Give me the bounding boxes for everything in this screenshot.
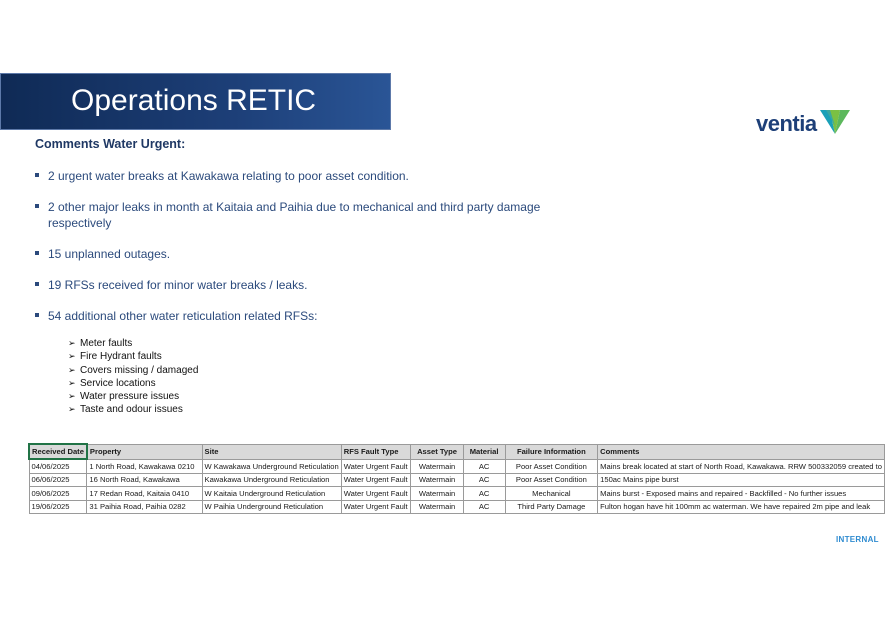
sub-bullet-item: ➢ Covers missing / damaged xyxy=(68,364,199,376)
table-row xyxy=(29,459,885,473)
cell-site[interactable]: W Kawakawa Underground Reticulation xyxy=(202,459,341,473)
bullet-item: 2 other major leaks in month at Kaitaia and Paihia due to mechanical and third party damage respectively xyxy=(35,199,595,231)
arrow-bullet-icon: ➢ xyxy=(68,391,76,402)
bullet-item: 19 RFSs received for minor water breaks / leaks. xyxy=(35,277,595,293)
table-row xyxy=(29,473,885,487)
cell-received-date[interactable]: 04/06/2025 xyxy=(29,459,87,473)
cell-asset-type[interactable]: Watermain xyxy=(411,500,463,514)
logo-wordmark: ventia xyxy=(756,111,817,136)
cell-property[interactable]: 31 Paihia Road, Paihia 0282 xyxy=(87,500,202,514)
bullet-square-icon xyxy=(35,204,39,208)
header-material[interactable]: Material xyxy=(463,444,505,459)
header-comments[interactable]: Comments xyxy=(598,444,885,459)
table-row xyxy=(29,487,885,501)
cell-comments[interactable]: Fulton hogan have hit 100mm ac waterman. We have repaired 2m pipe and leak xyxy=(598,500,885,514)
header-asset-type[interactable]: Asset Type xyxy=(411,444,463,459)
bullet-item: 2 urgent water breaks at Kawakawa relating to poor asset condition. xyxy=(35,168,595,184)
bullet-list xyxy=(35,168,595,339)
cell-failure-information[interactable]: Poor Asset Condition xyxy=(505,459,598,473)
header-rfs-fault-type[interactable]: RFS Fault Type xyxy=(341,444,411,459)
cell-comments[interactable]: 150ac Mains pipe burst xyxy=(598,473,885,487)
header-site[interactable]: Site xyxy=(202,444,341,459)
arrow-bullet-icon: ➢ xyxy=(68,351,76,362)
bullet-item: 15 unplanned outages. xyxy=(35,246,595,262)
title-banner xyxy=(0,73,391,130)
cell-material[interactable]: AC xyxy=(463,500,505,514)
cell-property[interactable]: 17 Redan Road, Kaitaia 0410 xyxy=(87,487,202,501)
table-row xyxy=(29,500,885,514)
classification-label: INTERNAL xyxy=(836,535,879,544)
cell-comments[interactable]: Mains break located at start of North Road, Kawakawa. RRW 500332059 created to xyxy=(598,459,885,473)
table-header-row xyxy=(29,444,885,459)
cell-material[interactable]: AC xyxy=(463,459,505,473)
cell-comments[interactable]: Mains burst - Exposed mains and repaired - Backfilled - No further issues xyxy=(598,487,885,501)
cell-rfs-fault-type[interactable]: Water Urgent Fault xyxy=(341,487,411,501)
cell-received-date[interactable]: 06/06/2025 xyxy=(29,473,87,487)
cell-received-date[interactable]: 19/06/2025 xyxy=(29,500,87,514)
sub-bullet-item: ➢ Service locations xyxy=(68,377,156,389)
sub-bullet-item: ➢ Fire Hydrant faults xyxy=(68,351,162,363)
header-failure-information[interactable]: Failure Information xyxy=(505,444,598,459)
cell-site[interactable]: Kawakawa Underground Reticulation xyxy=(202,473,341,487)
sub-bullet-item: ➢ Taste and odour issues xyxy=(68,404,183,416)
cell-failure-information[interactable]: Poor Asset Condition xyxy=(505,473,598,487)
arrow-bullet-icon: ➢ xyxy=(68,404,76,415)
bullet-square-icon xyxy=(35,251,39,255)
sub-bullet-item: ➢ Meter faults xyxy=(68,338,133,349)
cell-asset-type[interactable]: Watermain xyxy=(411,487,463,501)
arrow-bullet-icon: ➢ xyxy=(68,377,76,388)
bullet-square-icon xyxy=(35,173,39,177)
cell-property[interactable]: 1 North Road, Kawakawa 0210 xyxy=(87,459,202,473)
bullet-square-icon xyxy=(35,313,39,317)
cell-rfs-fault-type[interactable]: Water Urgent Fault xyxy=(341,500,411,514)
cell-failure-information[interactable]: Third Party Damage xyxy=(505,500,598,514)
sub-bullet-list xyxy=(68,337,198,417)
cell-received-date[interactable]: 09/06/2025 xyxy=(29,487,87,501)
cell-rfs-fault-type[interactable]: Water Urgent Fault xyxy=(341,473,411,487)
cell-rfs-fault-type[interactable]: Water Urgent Fault xyxy=(341,459,411,473)
cell-failure-information[interactable]: Mechanical xyxy=(505,487,598,501)
header-property[interactable]: Property xyxy=(87,444,202,459)
urgent-faults-table xyxy=(28,443,885,514)
arrow-bullet-icon: ➢ xyxy=(68,364,76,375)
cell-asset-type[interactable]: Watermain xyxy=(411,473,463,487)
bullet-item: 54 additional other water reticulation related RFSs: xyxy=(35,308,595,324)
cell-material[interactable]: AC xyxy=(463,487,505,501)
slide-title: Operations RETIC xyxy=(71,84,317,117)
sub-bullet-item: ➢ Water pressure issues xyxy=(68,391,180,403)
header-received-date[interactable]: Received Date xyxy=(29,444,87,459)
cell-material[interactable]: AC xyxy=(463,473,505,487)
ventia-leaf-icon xyxy=(820,108,850,136)
comments-heading: Comments Water Urgent: xyxy=(35,137,186,151)
cell-property[interactable]: 16 North Road, Kawakawa xyxy=(87,473,202,487)
cell-asset-type[interactable]: Watermain xyxy=(411,459,463,473)
cell-site[interactable]: W Kaitaia Underground Reticulation xyxy=(202,487,341,501)
cell-site[interactable]: W Paihia Underground Reticulation xyxy=(202,500,341,514)
arrow-bullet-icon: ➢ xyxy=(68,338,76,348)
bullet-square-icon xyxy=(35,282,39,286)
